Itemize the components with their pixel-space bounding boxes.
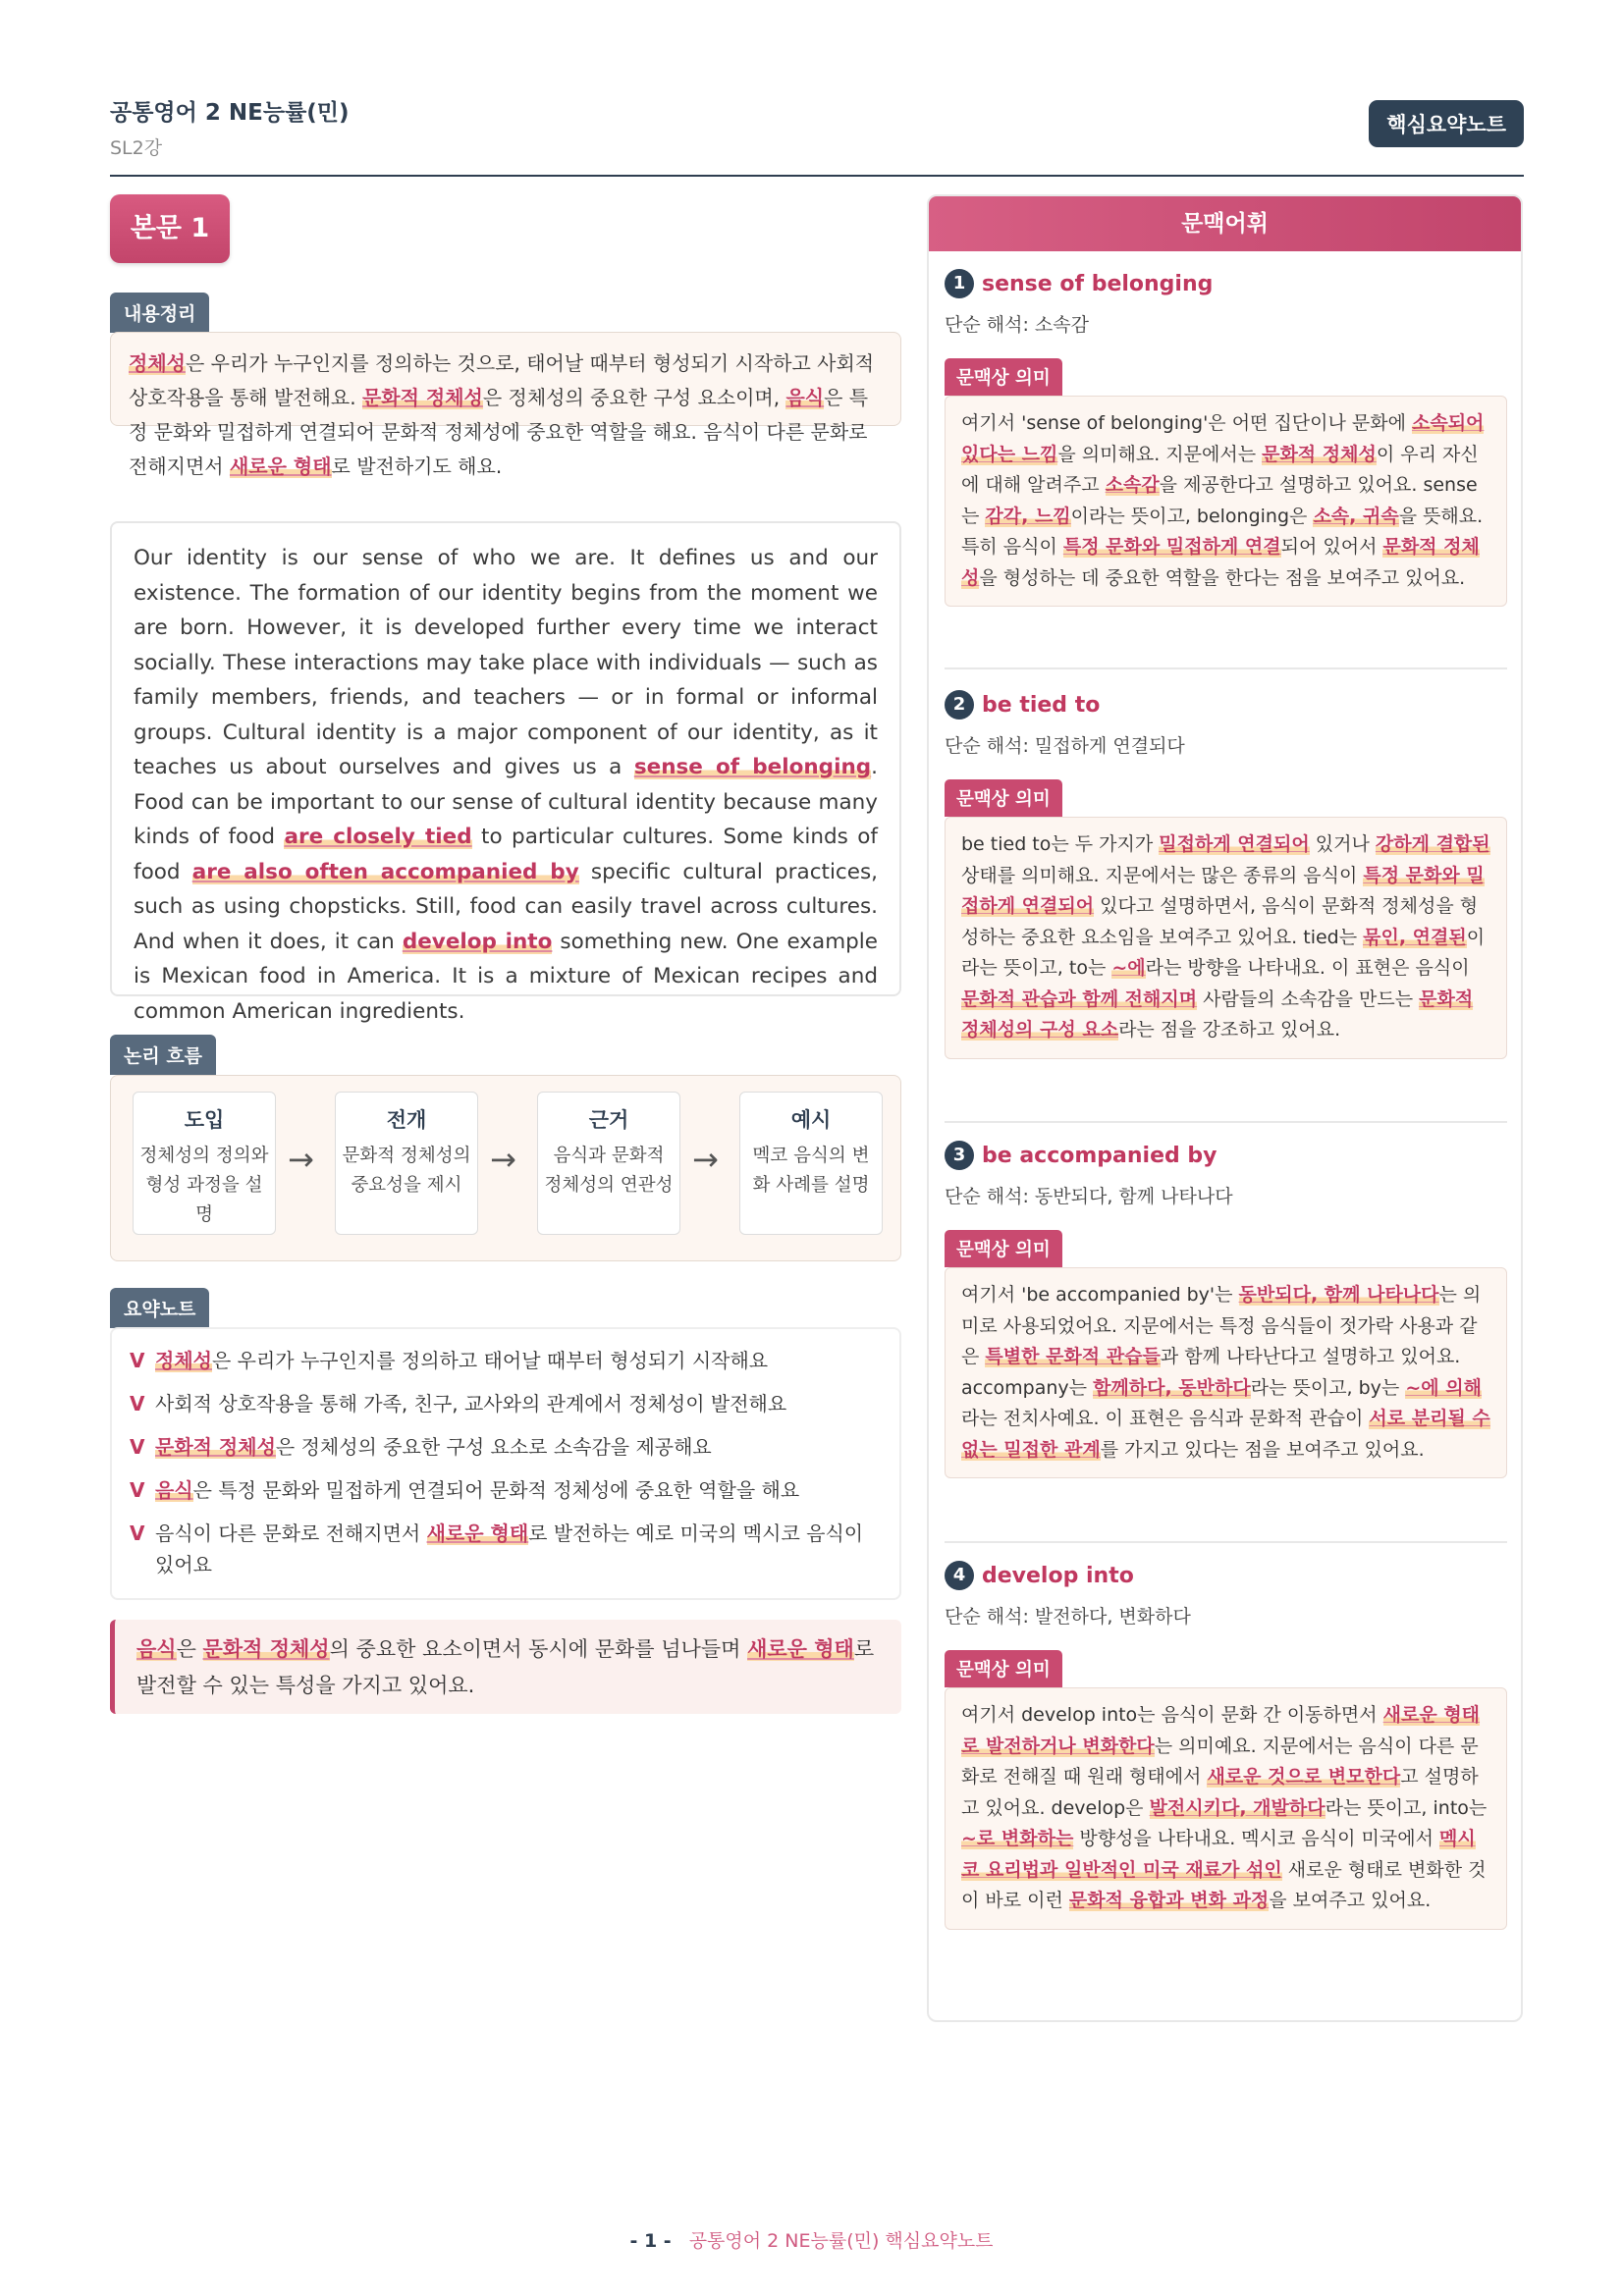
flow-step-desc: 멕코 음식의 변화 사례를 설명 <box>752 1146 870 1196</box>
context-meaning <box>945 1687 1507 1930</box>
highlight: are also often accompanied by <box>191 859 579 884</box>
text-run: 는 의미예요. 지문에서는 음식이 다른 문화로 전해질 때 원래 형태에서 <box>961 1735 1479 1788</box>
highlight: 정체성 <box>155 1349 212 1372</box>
text-run: 라는 전치사예요. 이 표현은 음식과 문화적 관습이 <box>961 1408 1370 1429</box>
right-arrow-icon: → <box>490 1141 516 1178</box>
highlight: 문화적 정체성 <box>1262 443 1377 465</box>
simple-prefix: 단순 해석: <box>945 1606 1035 1628</box>
flow-step-title: 근거 <box>588 1108 629 1132</box>
highlight: 소속감 <box>1105 474 1160 496</box>
text-run: 이라는 뜻이고, belonging은 <box>1070 505 1314 527</box>
vocab-number: 1 <box>945 269 974 298</box>
vocab-number: 4 <box>945 1561 974 1590</box>
text-run: 과 함께 나타난다고 설명하고 있어요. accompany는 <box>961 1346 1461 1399</box>
text-run: 여기서 'sense of belonging'은 어떤 집단이나 문화에 <box>961 412 1412 434</box>
highlight: 묶인, 연결된 <box>1363 926 1467 948</box>
note-item <box>130 1345 882 1376</box>
text-run: 되어 있어서 <box>1280 536 1383 558</box>
simple-meaning-value: 동반되다, 함께 나타나다 <box>1034 1186 1233 1207</box>
check-icon: V <box>130 1392 145 1415</box>
highlight: 새로운 형태 <box>426 1522 529 1545</box>
highlight: 특별한 문화적 관습들 <box>985 1346 1161 1367</box>
note-item <box>130 1431 882 1463</box>
check-icon: V <box>130 1522 145 1545</box>
divider <box>945 1121 1507 1123</box>
note-item <box>130 1518 882 1580</box>
simple-meaning-value: 소속감 <box>1034 314 1089 336</box>
text-run: 로 발전할 수 있는 특성을 가지고 있어요. <box>136 1637 875 1697</box>
note-text <box>155 1435 712 1459</box>
conclusion-box <box>110 1620 901 1714</box>
text-run: 을 보여주고 있어요. <box>1269 1890 1432 1911</box>
text-run: 이 우리 자신에 대해 알려주고 <box>961 443 1479 496</box>
highlight: 문화적 정체성 <box>361 386 483 409</box>
flow-step-desc: 정체성의 정의와 형성 과정을 설명 <box>139 1146 269 1225</box>
highlight: ~에 <box>1111 957 1146 979</box>
highlight: 발전시키다, 개발하다 <box>1149 1796 1325 1819</box>
footer-title: 공통영어 2 NE능률(민) 핵심요약노트 <box>688 2230 994 2252</box>
highlight: 문화적 관습과 함께 전해지며 <box>961 988 1198 1010</box>
flow-step <box>133 1092 276 1235</box>
text-run: 은 우리가 누구인지를 정의하는 것으로, 태어날 때부터 형성되기 시작하고 사회적 상호작용을 통해 발전해요. <box>129 351 875 409</box>
highlight: are closely tied <box>284 825 472 849</box>
flow-step-desc: 음식과 문화적 정체성의 연관성 <box>544 1146 674 1196</box>
highlight: 문화적 정체성 <box>202 1637 330 1661</box>
highlight: ~로 변화하는 <box>961 1828 1074 1849</box>
highlight: 문화적 융합과 변화 과정 <box>1068 1890 1270 1911</box>
text-run: 사회적 상호작용을 통해 가족, 친구, 교사와의 관계에서 정체성이 발전해요 <box>155 1392 787 1415</box>
highlight: 밀접하게 연결되어 <box>1159 833 1310 855</box>
summary-notes <box>110 1327 901 1600</box>
context-meaning <box>945 817 1507 1059</box>
flow-step-title: 예시 <box>790 1108 832 1132</box>
text-run: 음식이 다른 문화로 전해지면서 <box>155 1522 427 1545</box>
simple-prefix: 단순 해석: <box>945 314 1035 336</box>
highlight: 문화적 정체성 <box>961 536 1480 589</box>
check-icon: V <box>130 1478 145 1502</box>
vocab-item <box>945 1141 1507 1478</box>
right-arrow-icon: → <box>692 1141 719 1178</box>
highlight: 새로운 것으로 변모한다 <box>1207 1766 1401 1788</box>
context-meaning <box>945 1267 1507 1478</box>
vocab-number: 2 <box>945 690 974 720</box>
text-run: 로 발전하기도 해요. <box>331 454 503 478</box>
highlight: 새로운 형태 <box>229 454 332 478</box>
logic-flow-box <box>110 1075 901 1261</box>
highlight: 정체성 <box>129 351 186 375</box>
highlight: 새로운 형태로 발전하거나 변화한다 <box>961 1704 1481 1757</box>
notes-tag: 요약노트 <box>110 1288 209 1328</box>
highlight: 음식 <box>136 1637 177 1661</box>
simple-meaning <box>945 310 1507 337</box>
flow-step <box>739 1092 883 1235</box>
text-run: 라는 뜻이고, by는 <box>1250 1376 1406 1399</box>
vocab-term: develop into <box>982 1563 1134 1588</box>
highlight: 서로 분리될 수 없는 밀접한 관계 <box>961 1408 1490 1461</box>
passage-text <box>110 521 901 1024</box>
text-run: 를 가지고 있다는 점을 보여주고 있어요. <box>1100 1438 1425 1461</box>
page-number: - 1 - <box>629 2230 672 2252</box>
highlight: ~에 의해 <box>1405 1376 1482 1399</box>
simple-meaning <box>945 1182 1507 1208</box>
highlight: 문화적 정체성 <box>155 1435 276 1459</box>
divider <box>945 1541 1507 1543</box>
highlight: 특정 문화와 밀접하게 연결 <box>1062 536 1281 558</box>
text-run: . Food can be important to our sense of cultural identity because many kinds of food <box>134 755 878 849</box>
highlight: 소속, 귀속 <box>1313 505 1399 527</box>
section-title: 본문 1 <box>110 194 230 263</box>
flow-step-desc: 문화적 정체성의 중요성을 제시 <box>342 1146 471 1196</box>
text-run: 있거나 <box>1309 833 1376 855</box>
divider <box>945 667 1507 669</box>
flow-step <box>537 1092 680 1235</box>
highlight: 동반되다, 함께 나타나다 <box>1238 1284 1439 1306</box>
text-run: 상태를 의미해요. 지문에서는 많은 종류의 음식이 <box>961 864 1364 886</box>
text-run: 라는 뜻이고, into는 <box>1325 1796 1488 1819</box>
text-run: 은 특정 문화와 밀접하게 연결되어 문화적 정체성에 중요한 역할을 해요 <box>192 1478 800 1502</box>
text-run: 은 정체성의 중요한 구성 요소로 소속감을 제공해요 <box>275 1435 712 1459</box>
text-run: 라는 점을 강조하고 있어요. <box>1118 1019 1341 1041</box>
vocab-term: sense of belonging <box>982 271 1214 296</box>
flow-step-title: 도입 <box>184 1108 225 1132</box>
context-tag: 문맥상 의미 <box>945 779 1062 817</box>
flow-step-title: 전개 <box>386 1108 427 1132</box>
course-title: 공통영어 2 NE능률(민) <box>110 100 350 126</box>
flow-step <box>335 1092 478 1235</box>
highlight: 문화적 정체성의 구성 요소 <box>961 988 1474 1041</box>
highlight: 음식 <box>785 386 825 409</box>
context-tag: 문맥상 의미 <box>945 1230 1062 1267</box>
simple-prefix: 단순 해석: <box>945 735 1035 757</box>
text-run: 여기서 develop into는 음식이 문화 간 이동하면서 <box>961 1704 1383 1726</box>
context-meaning <box>945 396 1507 607</box>
text-run: 로 발전하는 예로 미국의 멕시코 음식이 있어요 <box>155 1522 864 1576</box>
text-run: 는 의미로 사용되었어요. 지문에서는 특정 음식들이 젓가락 사용과 같은 <box>961 1284 1482 1367</box>
text-run: 은 정체성의 중요한 구성 요소이며, <box>482 386 786 409</box>
text-run: 은 우리가 누구인지를 정의하고 태어날 때부터 형성되기 시작해요 <box>211 1349 769 1372</box>
highlight: 감각, 느낌 <box>985 505 1071 527</box>
note-type-badge: 핵심요약노트 <box>1369 100 1524 147</box>
text-run: 을 형성하는 데 중요한 역할을 한다는 점을 보여주고 있어요. <box>979 566 1466 589</box>
text-run: 방향성을 나타내요. 멕시코 음식이 미국에서 <box>1073 1828 1439 1849</box>
summary-tag: 내용정리 <box>110 293 209 333</box>
lecture-label: SL2강 <box>110 137 163 159</box>
vocabulary-panel <box>927 194 1523 2022</box>
simple-meaning <box>945 731 1507 758</box>
page-header <box>110 94 1524 177</box>
text-run: Our identity is our sense of who we are. It defines us and our existence. The formation of our identity begins from the moment we are born. However, it is developed further every time we interact socially. These interactions may take place with individuals — such as family members, friends, and teachers — or in formal or informal groups. Cultural identity is a major component of our identity, as it teaches us about ourselves and gives us a <box>134 546 878 779</box>
simple-prefix: 단순 해석: <box>945 1186 1035 1207</box>
note-item <box>130 1474 882 1506</box>
highlight: 새로운 형태 <box>747 1637 854 1661</box>
highlight: 소속되어 있다는 느낌 <box>961 412 1485 465</box>
check-icon: V <box>130 1349 145 1372</box>
highlight: develop into <box>402 929 553 954</box>
vocab-item <box>945 269 1507 607</box>
highlight: 강하게 결합된 <box>1375 833 1490 855</box>
highlight: 특정 문화와 밀접하게 연결되어 <box>961 864 1485 917</box>
text-run: 은 특정 문화와 밀접하게 연결되어 문화적 정체성에 중요한 역할을 해요. 음식이 다른 문화로 전해지면서 <box>129 386 869 478</box>
text-run: 고 설명하고 있어요. develop은 <box>961 1766 1479 1819</box>
text-run: to particular cultures. Some kinds of food <box>134 825 878 884</box>
simple-meaning-value: 밀접하게 연결되다 <box>1034 735 1185 757</box>
text-run: specific cultural practices, such as using chopsticks. Still, food can easily travel across cultures. And when it does, it can <box>134 859 879 954</box>
note-text <box>155 1349 768 1372</box>
text-run: 을 뜻해요. 특히 음식이 <box>961 505 1484 558</box>
vocab-term: be tied to <box>982 692 1101 718</box>
note-text <box>155 1522 863 1576</box>
text-run: 라는 방향을 나타내요. 이 표현은 음식이 <box>1145 957 1470 979</box>
text-run: 을 의미해요. 지문에서는 <box>1057 443 1263 465</box>
note-text <box>155 1392 786 1415</box>
vocabulary-header: 문맥어휘 <box>929 196 1521 251</box>
highlight: sense of belonging <box>633 755 872 779</box>
text-run: 은 <box>176 1637 203 1661</box>
text-run: 새로운 형태로 변화한 것이 바로 이런 <box>961 1858 1487 1911</box>
flow-tag: 논리 흐름 <box>110 1035 216 1075</box>
text-run: 여기서 'be accompanied by'는 <box>961 1284 1239 1306</box>
simple-meaning <box>945 1602 1507 1629</box>
right-arrow-icon: → <box>288 1141 314 1178</box>
text-run: 을 제공한다고 설명하고 있어요. sense는 <box>961 474 1478 527</box>
simple-meaning-value: 발전하다, 변화하다 <box>1034 1606 1191 1628</box>
text-run: 있다고 설명하면서, 음식이 문화적 정체성을 형성하는 중요한 요소임을 보여주고 있어요. tied는 <box>961 895 1479 948</box>
vocab-item <box>945 690 1507 1059</box>
text-run: be tied to는 두 가지가 <box>961 833 1160 855</box>
text-run: 이라는 뜻이고, to는 <box>961 926 1486 979</box>
context-tag: 문맥상 의미 <box>945 1650 1062 1687</box>
vocab-term: be accompanied by <box>982 1143 1217 1168</box>
text-run: something new. One example is Mexican food in America. It is a mixture of Mexican recipes and common American ingredients. <box>134 929 878 1024</box>
page-footer <box>0 2226 1623 2253</box>
highlight: 멕시코 요리법과 일반적인 미국 재료가 섞인 <box>961 1828 1476 1881</box>
vocab-number: 3 <box>945 1141 974 1170</box>
check-icon: V <box>130 1435 145 1459</box>
note-item <box>130 1388 882 1419</box>
summary-box <box>110 332 901 478</box>
context-tag: 문맥상 의미 <box>945 358 1062 396</box>
text-run: 의 중요한 요소이면서 동시에 문화를 넘나들며 <box>329 1637 748 1661</box>
highlight: 함께하다, 동반하다 <box>1093 1376 1251 1399</box>
note-text <box>155 1478 799 1502</box>
highlight: 음식 <box>155 1478 193 1502</box>
vocab-item <box>945 1561 1507 1930</box>
text-run: 사람들의 소속감을 만드는 <box>1197 988 1420 1010</box>
